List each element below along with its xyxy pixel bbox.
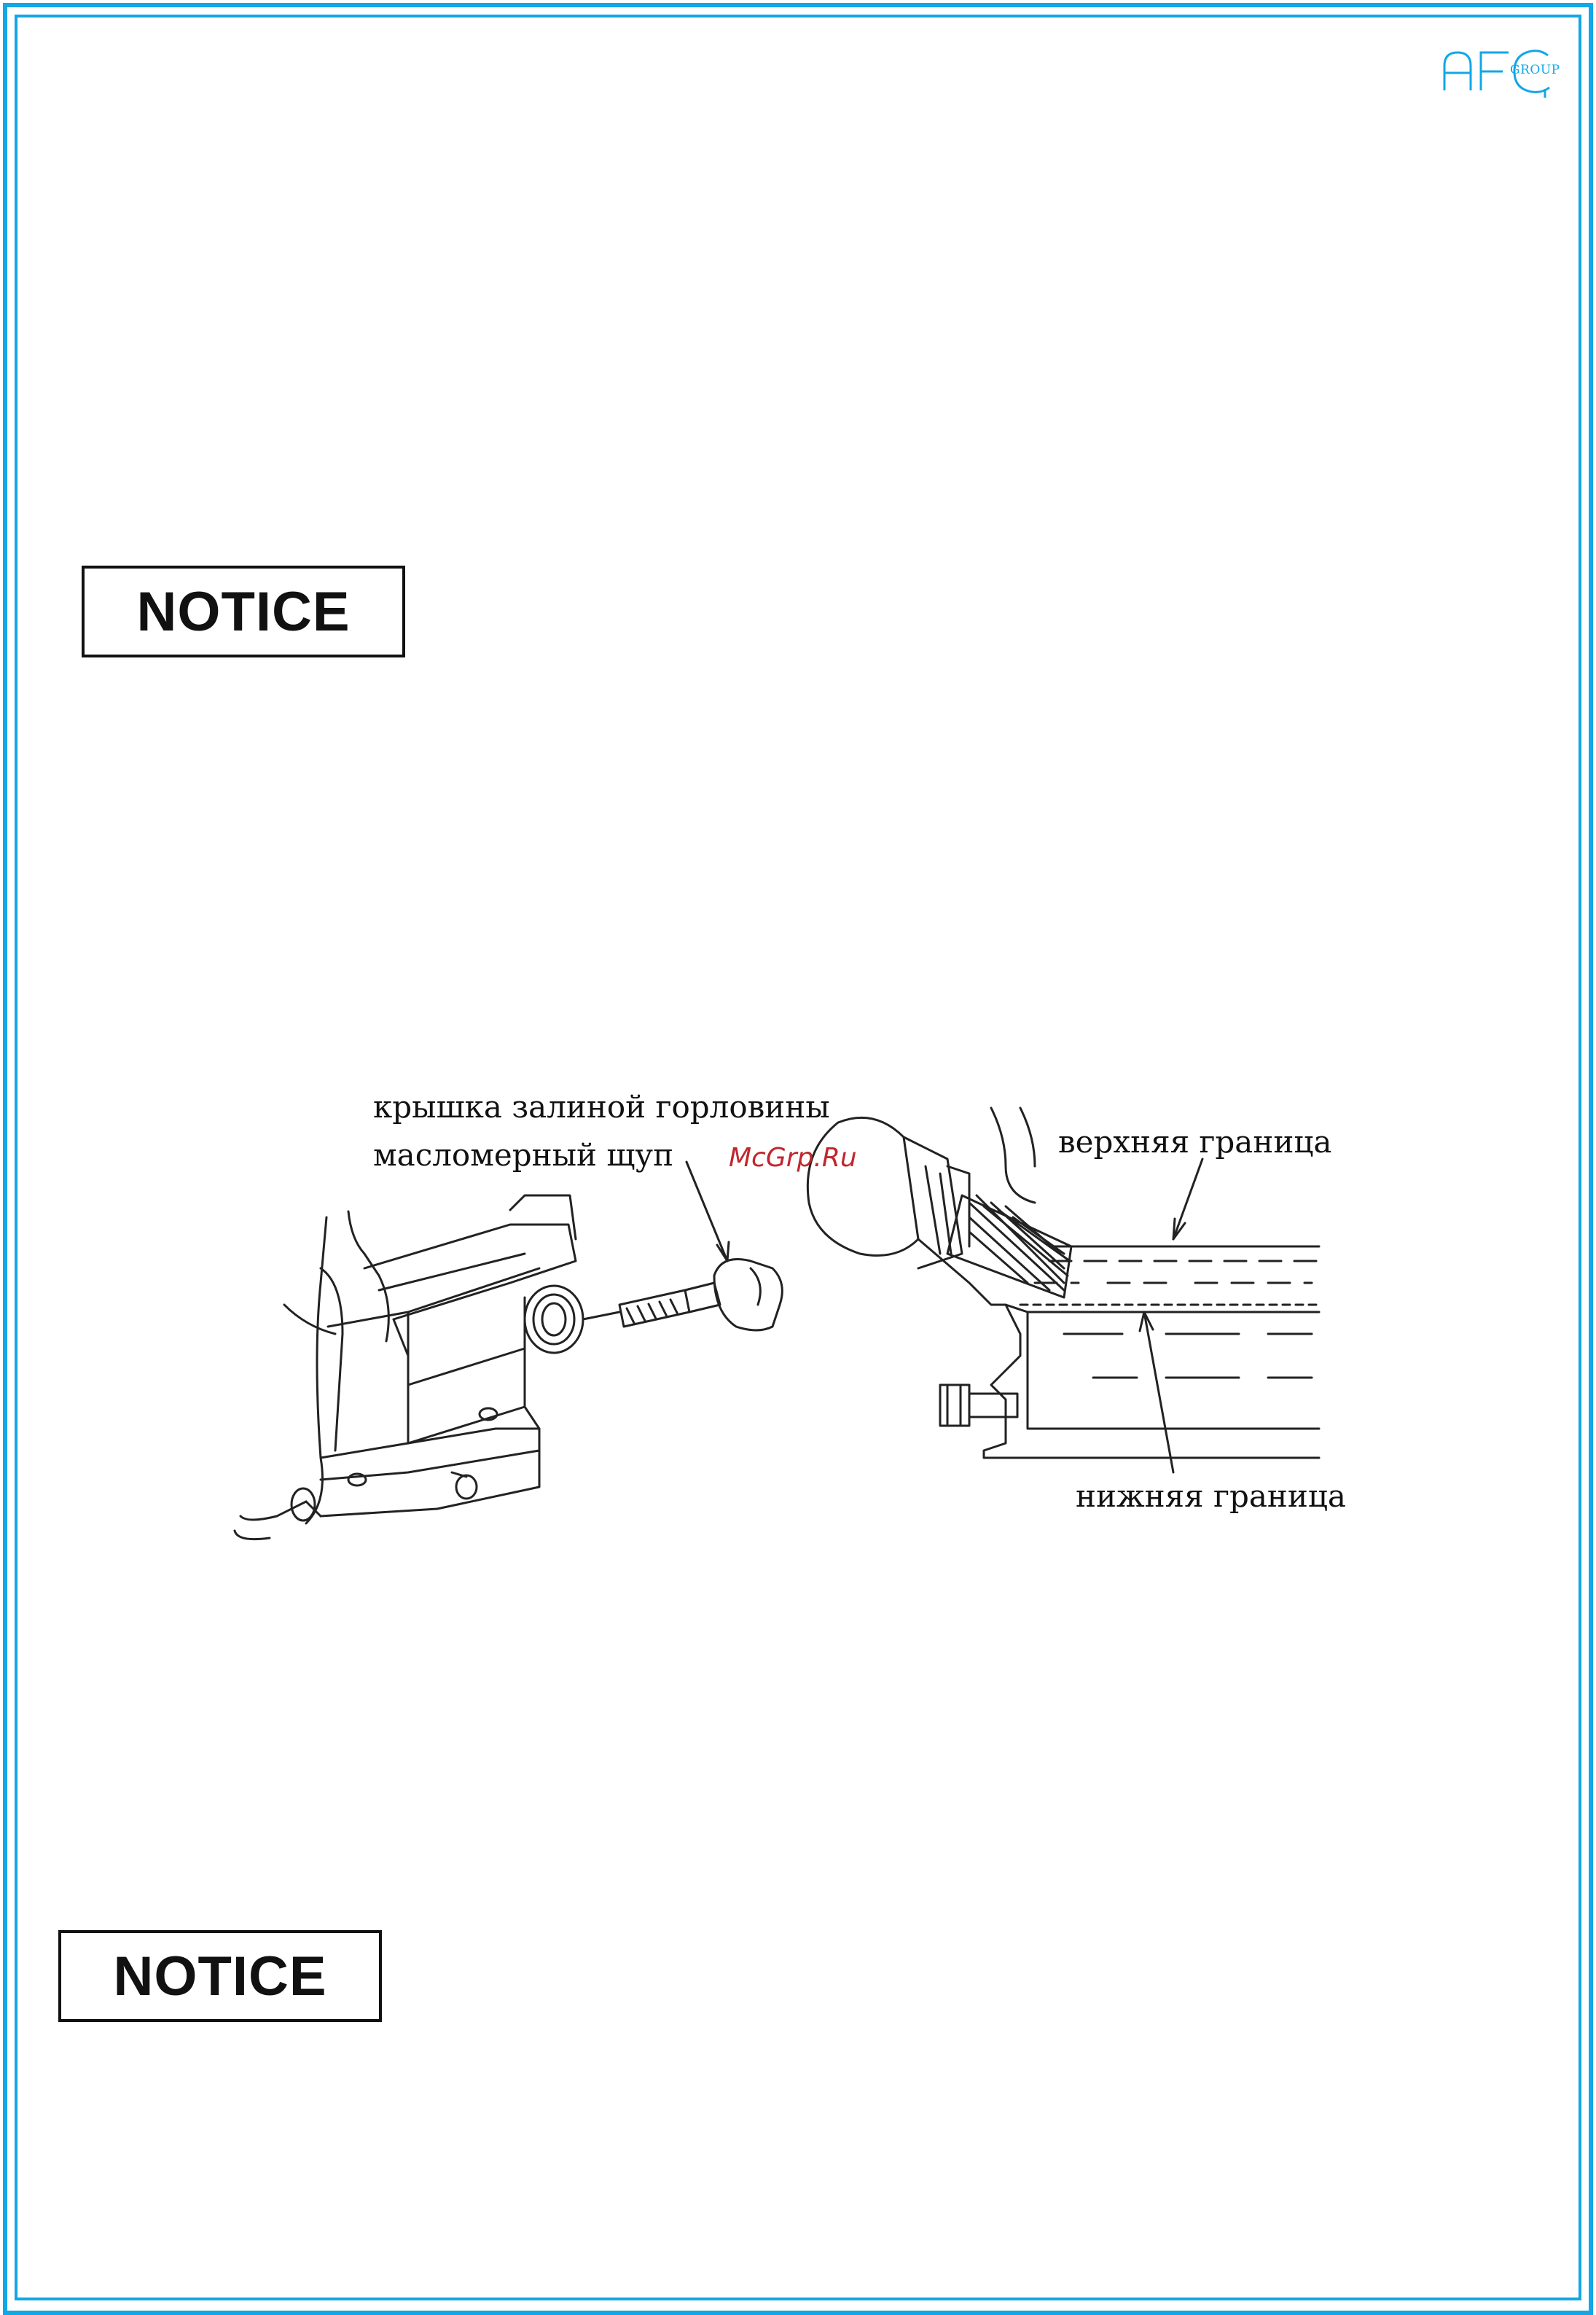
notice-label: NOTICE [113, 1945, 327, 2007]
notice-box-1 [82, 566, 405, 657]
dipstick-label: масломерный щуп [373, 1137, 674, 1173]
lower-limit-label: нижняя граница [1076, 1478, 1346, 1514]
upper-limit-label: верхняя граница [1058, 1124, 1332, 1160]
notice-box-2 [58, 1930, 382, 2022]
filler-cap-label: крышка залиной горловины [373, 1089, 830, 1125]
notice-label: NOTICE [136, 580, 351, 643]
watermark-text: McGrp.Ru [729, 1143, 857, 1173]
logo-group-text: GROUP [1510, 63, 1560, 77]
